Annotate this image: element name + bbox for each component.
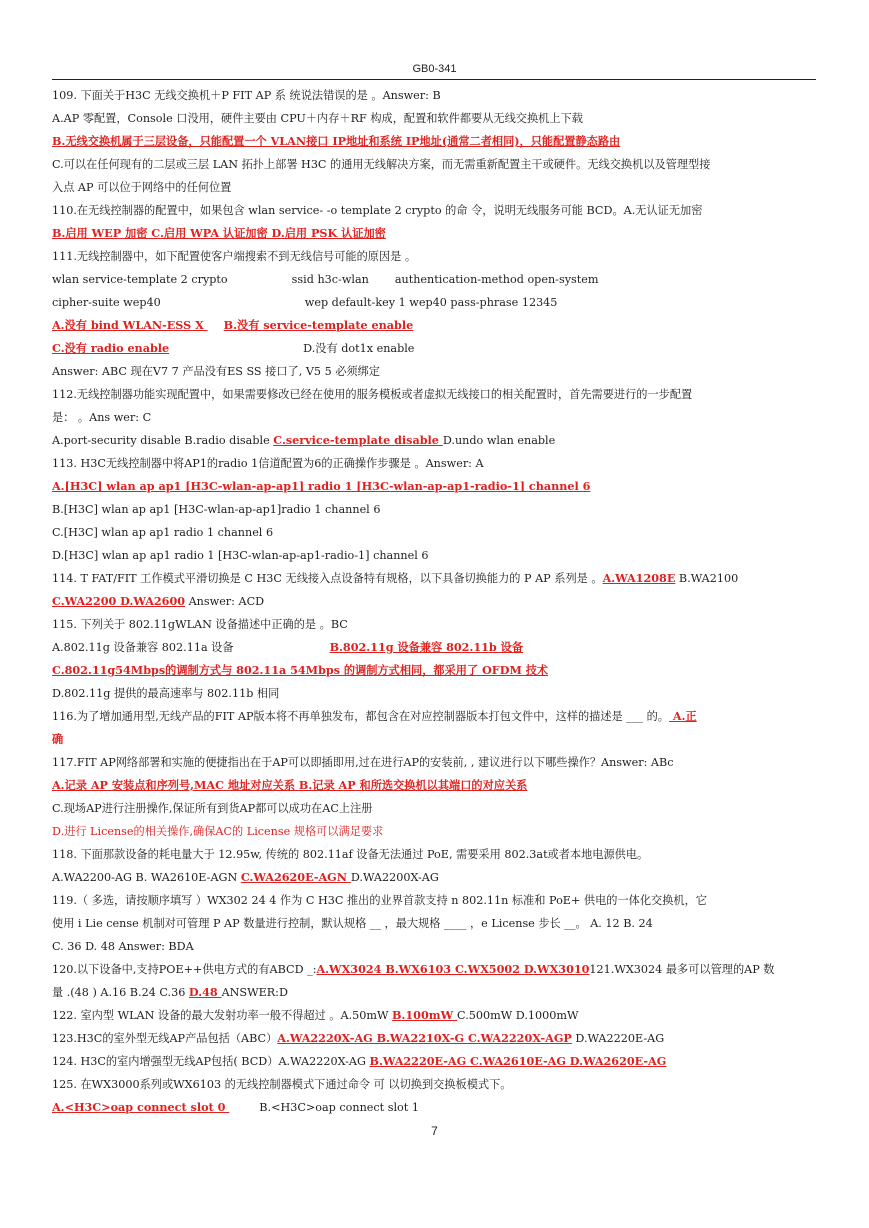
text-line (52, 337, 816, 360)
text-line (52, 843, 816, 866)
text-segment: 118. 下面那款设备的耗电量大于 12.95w, 传统的 802.11af 设备无法通过 PoE, 需要采用 802.3at或者本地电源供电。 (52, 848, 649, 861)
text-segment: 113. H3C无线控制器中将AP1的radio 1信道配置为6的正确操作步骤是 。Answer: A (52, 457, 484, 470)
text-line (52, 360, 816, 383)
text-segment: B.[H3C] wlan ap ap1 [H3C-wlan-ap-ap1]radio 1 channel 6 (52, 503, 381, 516)
highlighted-answer-text: C.没有 radio enable (52, 341, 170, 355)
highlighted-answer-text: A.[H3C] wlan ap ap1 [H3C-wlan-ap-ap1] radio 1 [H3C-wlan-ap-ap1-radio-1] channel 6 (52, 479, 591, 493)
text-line (52, 866, 816, 889)
highlighted-answer-text: 确 (52, 732, 64, 746)
text-segment: 121.WX3024 最多可以管理的AP 数 (589, 963, 775, 976)
text-line (52, 199, 816, 222)
text-line (52, 383, 816, 406)
highlighted-answer-text: B.无线交换机属于三层设备，只能配置一个 VLAN接口 IP地址和系统 IP地址(通常二者相同)，只能配置静态路由 (52, 134, 621, 148)
highlighted-answer-text: A.正 (668, 709, 697, 723)
text-segment: C.可以在任何现有的二层或三层 LAN 拓扑上部署 H3C 的通用无线解决方案，而无需重新配置主干或硬件。无线交换机以及管理型接 (52, 158, 711, 171)
text-segment: authentication-method open-system (394, 273, 599, 286)
text-segment: Answer: ABC 现在V7 7 产品没有ES SS 接口了, V5 5 必须绑定 (52, 365, 380, 378)
text-line (52, 153, 816, 176)
highlighted-answer-text: A.没有 bind WLAN-ESS X (52, 318, 208, 332)
text-line (52, 222, 816, 245)
text-segment: ANSWER:D (221, 986, 288, 999)
text-segment: B.<H3C>oap connect slot 1 (259, 1101, 419, 1114)
highlighted-answer-text: A.WA1208E (602, 571, 676, 585)
text-segment: C. 36 D. 48 Answer: BDA (52, 940, 194, 953)
text-segment: ssid h3c-wlan (291, 273, 369, 286)
text-line (52, 498, 816, 521)
text-line (52, 544, 816, 567)
text-line (52, 176, 816, 199)
text-segment: wlan service-template 2 crypto (52, 273, 228, 286)
text-segment: 入点 AP 可以位于网络中的任何位置 (52, 181, 232, 194)
highlighted-answer-text: A.WX3024 B.WX6103 C.WX5002 D.WX3010 (316, 962, 590, 976)
text-segment: wep default-key 1 wep40 pass-phrase 12345 (304, 296, 558, 309)
text-line (52, 452, 816, 475)
text-line (52, 245, 816, 268)
text-line (52, 84, 816, 107)
highlighted-answer-text: C.service-template disable (273, 433, 443, 447)
text-line (52, 981, 816, 1004)
text-line (52, 705, 816, 728)
text-line (52, 429, 816, 452)
text-segment: 量 .(48 ) A.16 B.24 C.36 (52, 986, 189, 999)
text-segment: D.WA2200X-AG (350, 871, 439, 884)
text-segment: A.802.11g 设备兼容 802.11a 设备 (52, 641, 234, 654)
text-segment: 117.FIT AP网络部署和实施的便捷指出在于AP可以即插即用,过在进行AP的安装前, , 建议进行以下哪些操作？Answer: ABc (52, 756, 674, 769)
text-segment: B.WA2100 (675, 572, 739, 585)
highlighted-answer-text: A.WA2220X-AG B.WA2210X-G C.WA2220X-AGP (277, 1031, 572, 1045)
text-segment: 123.H3C的室外型无线AP产品包括（ABC） (52, 1032, 278, 1045)
text-line (52, 1027, 816, 1050)
text-line (52, 567, 816, 590)
text-segment: 125. 在WX3000系列或WX6103 的无线控制器模式下通过命令 可 以切换到交换板模式下。 (52, 1078, 512, 1091)
text-line (52, 682, 816, 705)
text-segment: D.802.11g 提供的最高速率与 802.11b 相同 (52, 687, 280, 700)
text-line (52, 935, 816, 958)
text-segment: 是： 。Ans wer: C (52, 411, 152, 424)
text-line (52, 1004, 816, 1027)
text-segment: D.WA2220E-AG (571, 1032, 665, 1045)
text-segment: cipher-suite wep40 (52, 296, 161, 309)
text-segment: C.500mW D.1000mW (457, 1009, 579, 1022)
text-line (52, 107, 816, 130)
highlighted-answer-text: C.802.11g54Mbps的调制方式与 802.11a 54Mbps 的调制方式相同，都采用了 OFDM 技术 (52, 663, 549, 677)
text-line (52, 751, 816, 774)
text-line (52, 590, 816, 613)
text-line (52, 1050, 816, 1073)
question-text-body (52, 84, 816, 1119)
highlighted-answer-text: B.没有 service-template enable (223, 318, 414, 332)
text-segment: 110.在无线控制器的配置中，如果包含 wlan service- -o template 2 crypto 的命 令，说明无线服务可能 BCD。A.无认证无加密 (52, 204, 703, 217)
text-line (52, 268, 816, 291)
text-line (52, 521, 816, 544)
text-segment: 114. T FAT/FIT 工作模式平滑切换是 C H3C 无线接入点设备特有规格，以下具备切换能力的 P AP 系列是 。 (52, 572, 603, 585)
text-line (52, 613, 816, 636)
highlighted-answer-text: A.记录 AP 安装点和序列号,MAC 地址对应关系 B.记录 AP 和所选交换机以其端口的对应关系 (52, 778, 528, 792)
text-line (52, 1073, 816, 1096)
text-segment: A.WA2200-AG B. WA2610E-AGN (52, 871, 241, 884)
text-segment: D.undo wlan enable (442, 434, 556, 447)
text-segment: A.port-security disable B.radio disable (52, 434, 274, 447)
text-line (52, 314, 816, 337)
highlighted-answer-text: B.启用 WEP 加密 C.启用 WPA 认证加密 D.启用 PSK 认证加密 (52, 226, 386, 240)
highlighted-answer-text: B.WA2220E-AG C.WA2610E-AG D.WA2620E-AG (369, 1054, 667, 1068)
text-segment: A.AP 零配置，Console 口没用，硬件主要由 CPU＋内存＋RF 构成，配置和软件都要从无线交换机上下载 (52, 112, 583, 125)
text-segment: Answer: ACD (185, 595, 265, 608)
text-segment: 115. 下列关于 802.11gWLAN 设备描述中正确的是 。BC (52, 618, 348, 631)
text-line (52, 774, 816, 797)
text-segment: 112.无线控制器功能实现配置中，如果需要修改已经在使用的服务模板或者虚拟无线接口的相关配置时，首先需要进行的一步配置 (52, 388, 693, 401)
highlighted-answer-text: C.WA2620E-AGN (240, 870, 351, 884)
text-line (52, 820, 816, 843)
highlighted-answer-text: D.进行 License的相关操作,确保AC的 License 规格可以满足要求 (52, 825, 384, 838)
text-segment: 120.以下设备中,支持POE++供电方式的有ABCD _: (52, 963, 317, 976)
text-line (52, 1096, 816, 1119)
text-line (52, 797, 816, 820)
text-segment: D.[H3C] wlan ap ap1 radio 1 [H3C-wlan-ap-ap1-radio-1] channel 6 (52, 549, 429, 562)
page-number: 7 (431, 1124, 438, 1138)
text-line (52, 475, 816, 498)
page-header-title: GB0-341 (412, 63, 457, 75)
text-line (52, 728, 816, 751)
text-line (52, 130, 816, 153)
text-line (52, 406, 816, 429)
text-segment: 111.无线控制器中，如下配置使客户端搜索不到无线信号可能的原因是 。 (52, 250, 417, 263)
text-segment: C.[H3C] wlan ap ap1 radio 1 channel 6 (52, 526, 274, 539)
text-line (52, 659, 816, 682)
highlighted-answer-text: A.<H3C>oap connect slot 0 (52, 1100, 230, 1114)
highlighted-answer-text: D.48 (188, 985, 222, 999)
highlighted-answer-text: B.100mW (392, 1008, 458, 1022)
header-rule (52, 79, 816, 80)
text-segment: C.现场AP进行注册操作,保证所有到货AP都可以成功在AC上注册 (52, 802, 373, 815)
text-segment: 119.（ 多选，请按顺序填写 ）WX302 24 4 作为 C H3C 推出的业界首款支持 n 802.11n 标准和 PoE+ 供电的一体化交换机，它 (52, 894, 707, 907)
highlighted-answer-text: C.WA2200 D.WA2600 (52, 594, 186, 608)
highlighted-answer-text: B.802.11g 设备兼容 802.11b 设备 (329, 640, 524, 654)
text-segment: 109. 下面关于H3C 无线交换机＋P FIT AP 系 统说法错误的是 。Answer: B (52, 89, 441, 102)
text-segment: 124. H3C的室内增强型无线AP包括( BCD）A.WA2220X-AG (52, 1055, 370, 1068)
text-line (52, 912, 816, 935)
text-line (52, 636, 816, 659)
text-line (52, 889, 816, 912)
text-segment: 116.为了增加通用型,无线产品的FIT AP版本将不再单独发布，都包含在对应控制器版本打包文件中，这样的描述是 ___ 的。 (52, 710, 669, 723)
text-segment: 122. 室内型 WLAN 设备的最大发射功率一般不得超过 。A.50mW (52, 1009, 393, 1022)
text-line (52, 291, 816, 314)
text-segment: 使用 i Lie cense 机制对可管理 P AP 数量进行控制，默认规格 __ ，最大规格 ____ ，e License 步长 __。 A. 12 B. 24 (52, 917, 653, 930)
text-line (52, 958, 816, 981)
text-segment: D.没有 dot1x enable (303, 342, 415, 355)
